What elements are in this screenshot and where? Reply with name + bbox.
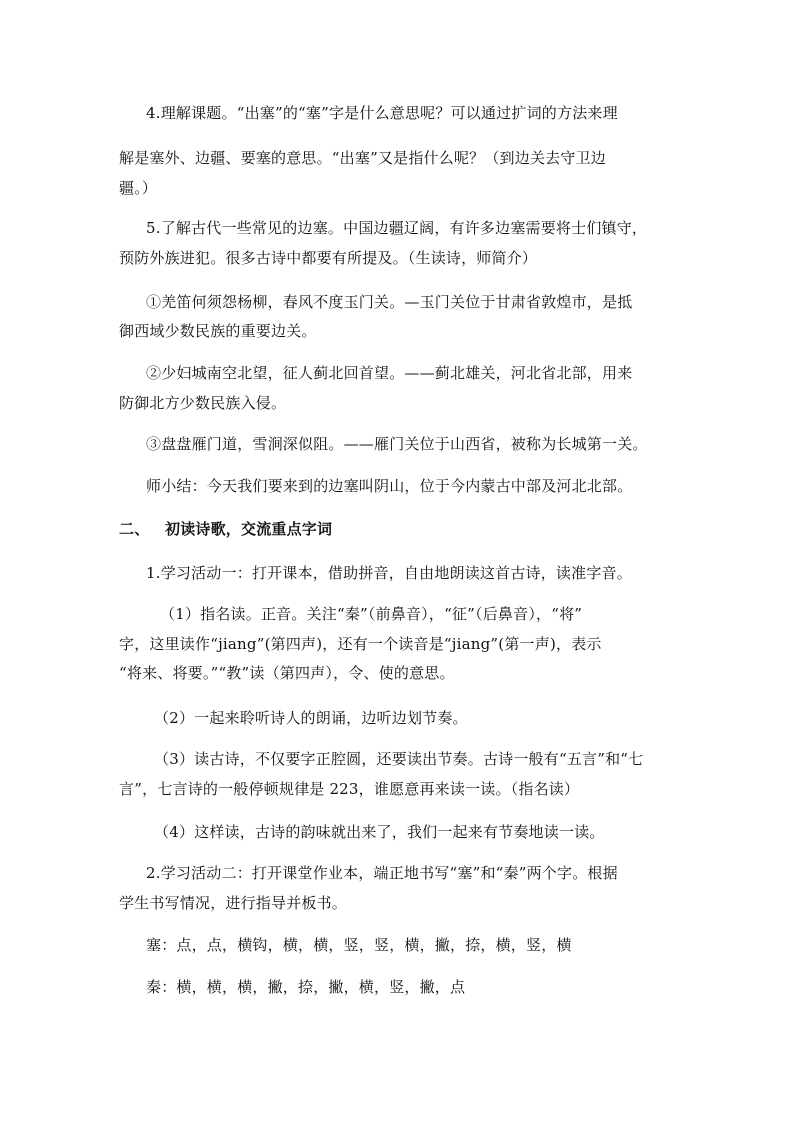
- paragraph-line-23: 秦：横，横，横，撇，捺，撇，横，竖，撇，点: [146, 978, 466, 996]
- paragraph-line-8: ②少妇城南空北望，征人蓟北回首望。——蓟北雄关，河北省北部，用来: [146, 364, 633, 382]
- paragraph-line-6: ①羌笛何须怨杨柳，春风不度玉门关。—玉门关位于甘肃省敦煌市，是抵: [146, 293, 633, 311]
- paragraph-line-9: 防御北方少数民族入侵。: [119, 394, 287, 412]
- section-heading-text: 初读诗歌，交流重点字词: [165, 520, 333, 538]
- paragraph-line-7: 御西域少数民族的重要边关。: [119, 322, 317, 340]
- paragraph-line-18: 言”，七言诗的一般停顿规律是 223，谁愿意再来读一读。（指名读）: [119, 780, 580, 798]
- paragraph-line-19: （4）这样读，古诗的韵味就出来了，我们一起来有节奏地读一读。: [154, 823, 605, 841]
- paragraph-line-1: 4.理解课题。“出塞”的“塞”字是什么意思呢？可以通过扩词的方法来理: [146, 104, 618, 122]
- paragraph-line-15: “将来、将要。”“教”读（第四声），令、使的意思。: [119, 664, 455, 682]
- paragraph-line-16: （2）一起来聆听诗人的朗诵，边听边划节奏。: [154, 709, 468, 727]
- paragraph-line-4: 5.了解古代一些常见的边塞。中国边疆辽阔，有许多边塞需要将士们镇守，: [146, 219, 648, 237]
- paragraph-line-10: ③盘盘雁门道，雪涧深似阻。——雁门关位于山西省，被称为长城第一关。: [146, 435, 648, 453]
- paragraph-line-20: 2.学习活动二：打开课堂作业本，端正地书写“塞”和“秦”两个字。根据: [146, 864, 618, 882]
- paragraph-line-12: 1.学习活动一：打开课本，借助拼音，自由地朗读这首古诗，读准字音。: [146, 564, 632, 582]
- paragraph-line-21: 学生书写情况，进行指导并板书。: [119, 894, 348, 912]
- section-heading-number: 二、: [119, 520, 150, 538]
- paragraph-line-22: 塞：点，点，横钩，横，横，竖，竖，横，撇，捺，横，竖，横: [146, 936, 572, 954]
- paragraph-line-3: 疆。）: [119, 179, 158, 197]
- paragraph-line-2: 解是塞外、边疆、要塞的意思。“出塞”又是指什么呢？（到边关去守卫边: [119, 149, 606, 167]
- paragraph-line-14: 字，这里读作“jiang”(第四声)，还有一个读音是“jiang”(第一声)，表示: [119, 635, 602, 653]
- paragraph-line-13: （1）指名读。正音。关注“秦”（前鼻音），“征”（后鼻音），“将”: [160, 605, 583, 623]
- paragraph-line-11: 师小结：今天我们要来到的边塞叫阴山，位于今内蒙古中部及河北北部。: [146, 477, 633, 495]
- paragraph-line-17: （3）读古诗，不仅要字正腔圆，还要读出节奏。古诗一般有“五言”和“七: [154, 750, 644, 768]
- paragraph-line-5: 预防外族进犯。很多古诗中都要有所提及。（生读诗，师简介）: [119, 249, 538, 267]
- section-heading: [119, 518, 379, 540]
